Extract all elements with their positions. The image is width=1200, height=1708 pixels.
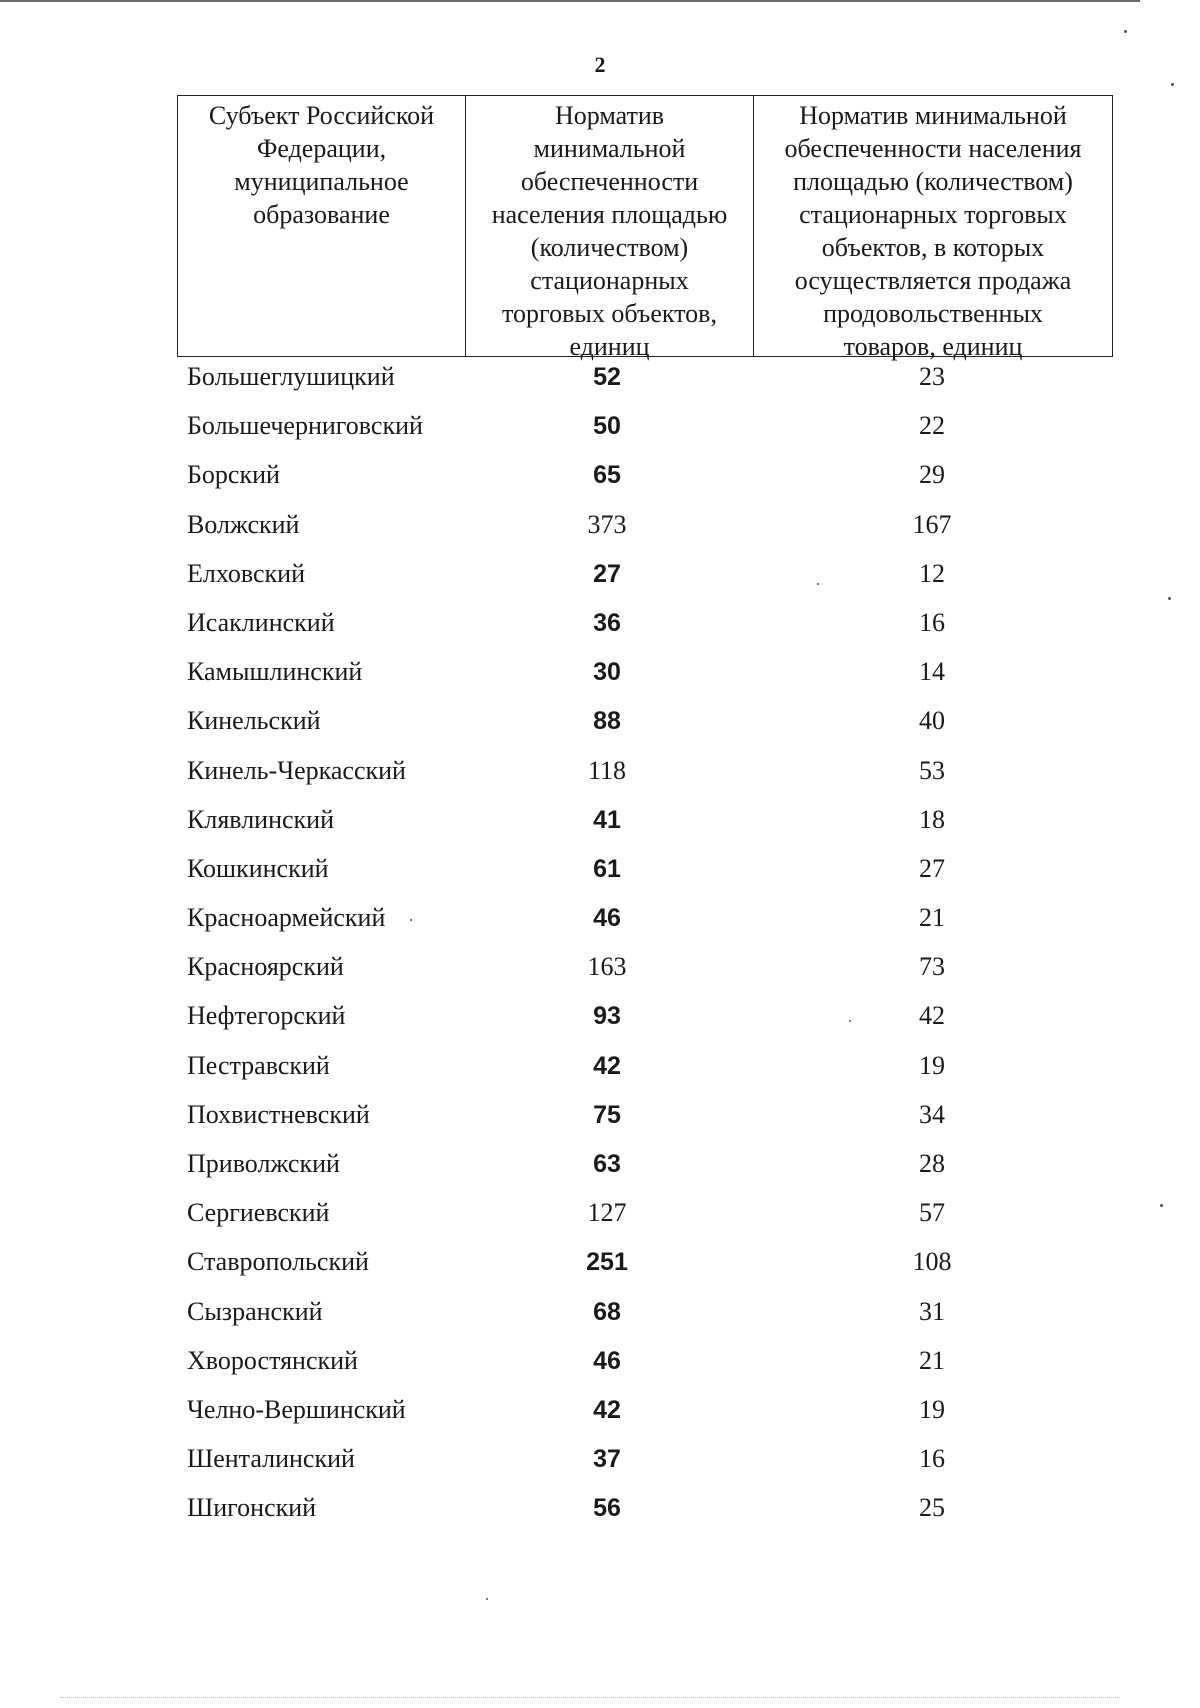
total-norm-value: 163: [587, 952, 627, 982]
table-row: [0, 1439, 1200, 1488]
food-norm-value: 12: [919, 558, 945, 588]
total-norm-value: 65: [593, 461, 621, 490]
total-norm-value: 88: [593, 707, 621, 736]
total-norm-value: 93: [593, 1002, 621, 1031]
table-row: [0, 1390, 1200, 1439]
scan-speck: [1168, 597, 1171, 600]
table-row: [0, 357, 1200, 406]
table-row: [0, 996, 1200, 1045]
table-row: [0, 603, 1200, 652]
total-norm-value: 46: [593, 1346, 621, 1375]
municipality-name: Хворостянский: [187, 1345, 358, 1375]
food-norm-value: 27: [919, 853, 945, 883]
total-norm-value: 127: [587, 1198, 627, 1228]
food-norm-value: 31: [919, 1296, 945, 1326]
municipality-name: Ставропольский: [187, 1247, 369, 1277]
total-norm-value: 63: [593, 1150, 621, 1178]
municipality-name: Елховский: [187, 558, 305, 588]
municipality-name: Красноармейский: [187, 903, 386, 933]
page-number: 2: [594, 52, 606, 77]
food-norm-value: 108: [912, 1247, 952, 1277]
food-norm-value: 21: [919, 1345, 945, 1375]
table-row: [0, 1193, 1200, 1242]
table-row: [0, 1144, 1200, 1193]
municipality-name: Нефтегорский: [187, 1001, 346, 1031]
total-norm-value: 36: [593, 608, 621, 637]
table-row: [0, 505, 1200, 554]
table-header: [177, 95, 1113, 361]
scan-speck: [817, 583, 819, 585]
total-norm-value: 27: [593, 559, 621, 588]
scan-speck: [1124, 30, 1127, 33]
total-norm-value: 50: [593, 412, 621, 441]
municipality-name: Сызранский: [187, 1296, 323, 1326]
total-norm-value: 61: [593, 854, 621, 883]
food-norm-value: 29: [919, 460, 945, 490]
municipality-name: Борский: [187, 460, 280, 490]
food-norm-value: 28: [919, 1149, 945, 1178]
municipality-name: Сергиевский: [187, 1198, 330, 1228]
municipality-name: Шенталинский: [187, 1444, 355, 1474]
column-header-subject: Субъект Российской Федерации, муниципальное образование: [178, 96, 466, 356]
scan-speck: [410, 919, 412, 921]
food-norm-value: 16: [919, 1444, 945, 1474]
food-norm-value: 22: [919, 411, 945, 441]
table-row: [0, 1046, 1200, 1095]
table-body: [0, 357, 1200, 1538]
top-scan-border: [0, 0, 1200, 2]
municipality-name: Челно-Вершинский: [187, 1394, 406, 1424]
bottom-scan-noise: [60, 1697, 1120, 1700]
top-scan-border-gap: [1140, 0, 1200, 2]
food-norm-value: 42: [919, 1001, 945, 1031]
column-header-food-norm: Норматив минимальной обеспеченности населения площадью (количеством) стационарных торговых объектов, в которых осуществляется продажа продовольственных товаров, единиц: [784, 101, 1082, 361]
municipality-name: Красноярский: [187, 952, 344, 982]
total-norm-value: 68: [593, 1297, 621, 1326]
food-norm-value: 57: [919, 1198, 945, 1228]
table-row: [0, 800, 1200, 849]
municipality-name: Пестравский: [187, 1050, 330, 1080]
table-row: [0, 406, 1200, 455]
municipality-name: Большеглушицкий: [187, 362, 395, 391]
scan-speck: [1171, 83, 1174, 86]
total-norm-value: 52: [593, 363, 621, 391]
table-row: [0, 849, 1200, 898]
table-row: [0, 898, 1200, 947]
table-row: [0, 751, 1200, 800]
food-norm-value: 14: [919, 657, 945, 687]
municipality-name: Волжский: [187, 509, 300, 539]
total-norm-value: 42: [593, 1395, 621, 1424]
table-row: [0, 1488, 1200, 1537]
table-row: [0, 455, 1200, 504]
food-norm-value: 18: [919, 804, 945, 834]
table-row: [0, 1292, 1200, 1341]
table-row: [0, 554, 1200, 603]
municipality-name: Кинель-Черкасский: [187, 755, 406, 785]
table-row: [0, 1095, 1200, 1144]
food-norm-value: 53: [919, 755, 945, 785]
scan-speck: [486, 1598, 488, 1600]
municipality-name: Большечерниговский: [187, 411, 423, 441]
table-row: [0, 701, 1200, 750]
total-norm-value: 42: [593, 1051, 621, 1080]
municipality-name: Приволжский: [187, 1149, 340, 1178]
column-header-total-norm: Норматив минимальной обеспеченности населения площадью (количеством) стационарных торговых объектов, единиц: [466, 96, 754, 356]
municipality-name: Исаклинский: [187, 607, 335, 637]
total-norm-value: 41: [593, 805, 621, 834]
total-norm-value: 251: [586, 1248, 628, 1277]
food-norm-value: 19: [919, 1050, 945, 1080]
municipality-name: Камышлинский: [187, 657, 363, 687]
municipality-name: Похвистневский: [187, 1099, 370, 1129]
total-norm-value: 373: [587, 509, 627, 539]
food-norm-value: 19: [919, 1394, 945, 1424]
food-norm-value: 40: [919, 706, 945, 736]
total-norm-value: 56: [593, 1494, 621, 1523]
food-norm-value: 34: [919, 1099, 945, 1129]
food-norm-value: 23: [919, 362, 945, 391]
scan-speck: [1160, 1204, 1163, 1207]
total-norm-value: 118: [587, 755, 627, 785]
municipality-name: Кошкинский: [187, 853, 329, 883]
municipality-name: Шигонский: [187, 1493, 317, 1523]
food-norm-value: 25: [919, 1493, 945, 1523]
table-row: [0, 947, 1200, 996]
food-norm-value: 16: [919, 607, 945, 637]
food-norm-value: 167: [912, 509, 952, 539]
scan-speck: [849, 1020, 851, 1022]
food-norm-value: 73: [919, 952, 945, 982]
table-row: [0, 1341, 1200, 1390]
table-row: [0, 1242, 1200, 1291]
total-norm-value: 46: [593, 904, 621, 933]
total-norm-value: 37: [593, 1445, 621, 1474]
food-norm-value: 21: [919, 903, 945, 933]
total-norm-value: 75: [593, 1100, 621, 1129]
municipality-name: Клявлинский: [187, 804, 335, 834]
municipality-name: Кинельский: [187, 706, 321, 736]
table-row: [0, 652, 1200, 701]
total-norm-value: 30: [593, 658, 621, 687]
